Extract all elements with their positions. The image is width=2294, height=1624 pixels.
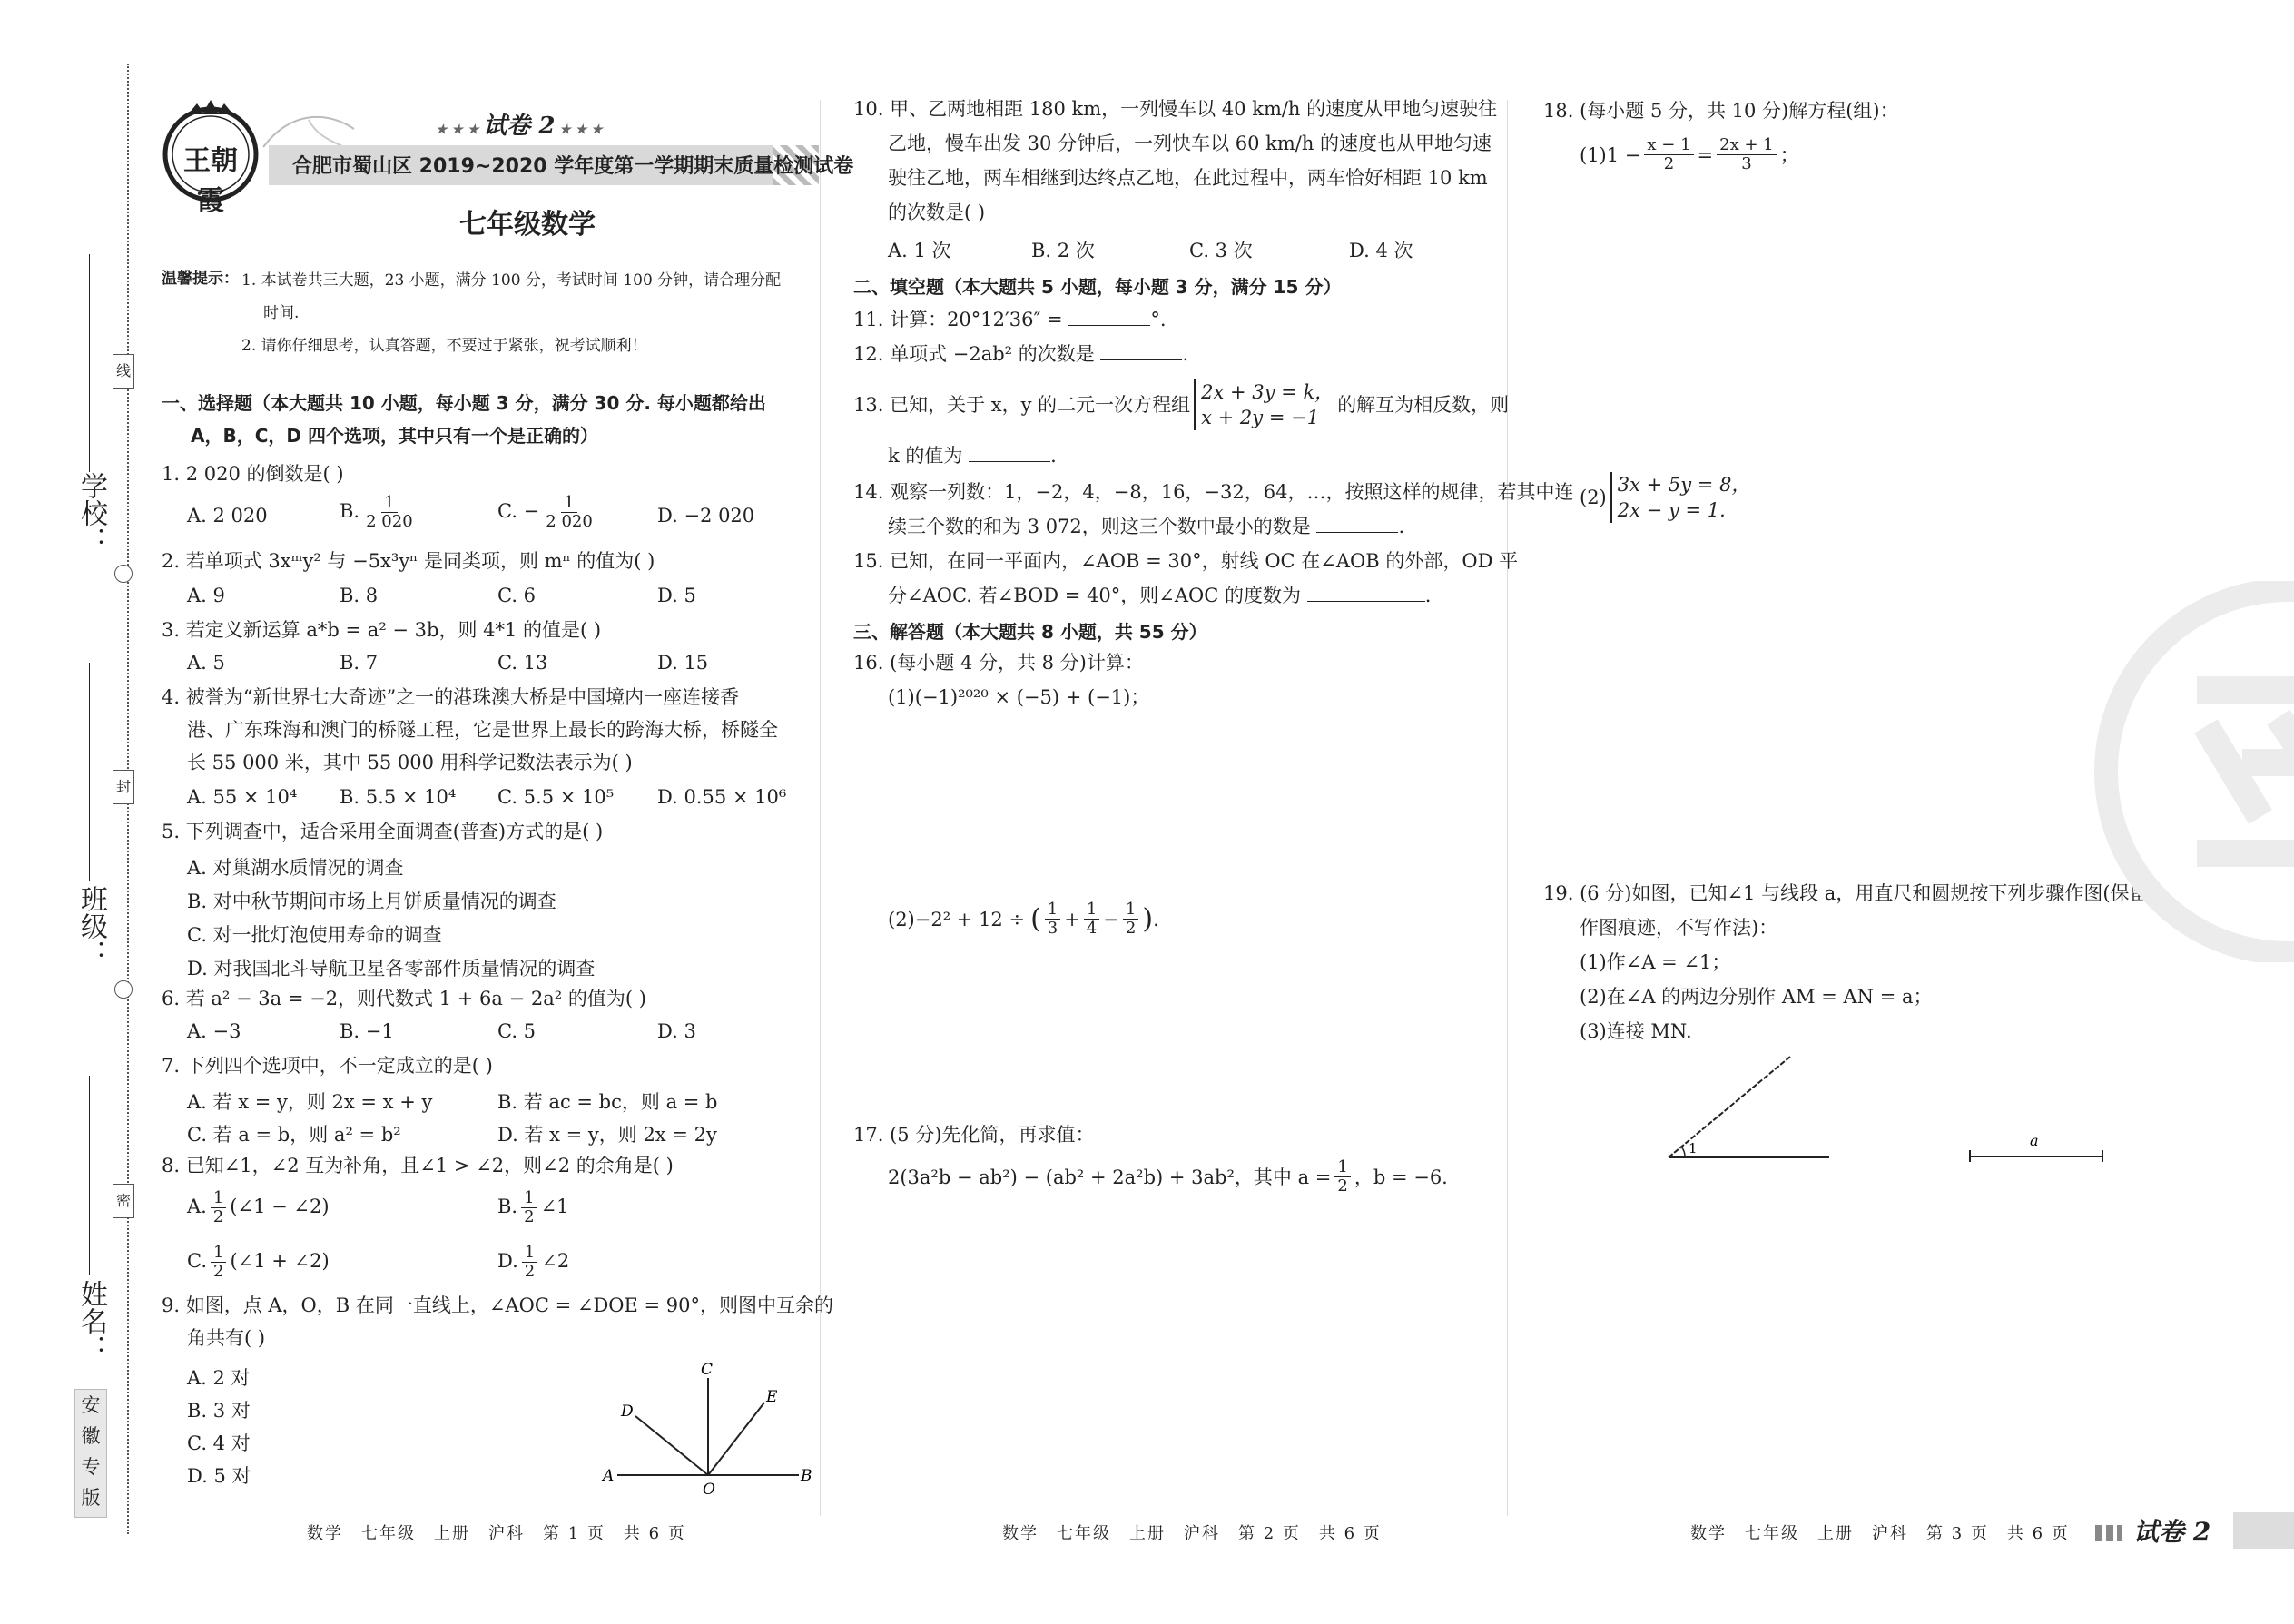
tip-2: 2. 请你仔细思考，认真答题，不要过于紧张，祝考试顺利！ bbox=[241, 337, 647, 355]
footer-page-3: 数学 七年级 上册 沪科 第 3 页 共 6 页 bbox=[1690, 1524, 2070, 1543]
q18-part-1-text: (1)1 − bbox=[1580, 143, 1641, 166]
q8-option-c-label: C. bbox=[187, 1250, 207, 1272]
question-12 bbox=[853, 338, 1188, 370]
label-b: B bbox=[801, 1467, 812, 1485]
region-tag bbox=[74, 1389, 107, 1518]
column-divider bbox=[1507, 100, 1508, 1516]
fraction-numerator: 1 bbox=[561, 494, 576, 513]
seal-xian: 线 bbox=[113, 354, 134, 389]
q7-option-b[interactable]: B. 若 ac = bc，则 a = b bbox=[497, 1091, 718, 1113]
q1-option-c[interactable] bbox=[497, 494, 599, 531]
question-13 bbox=[853, 379, 1509, 430]
equals-sign: = bbox=[1697, 143, 1714, 166]
binding-hole-icon bbox=[114, 565, 133, 583]
q4-option-a[interactable]: A. 55 × 10⁴ bbox=[187, 786, 298, 808]
fraction-denominator: 2 bbox=[213, 1262, 224, 1281]
equation-1: 2x + 3y = k， bbox=[1201, 381, 1334, 403]
fraction-numerator: 1 bbox=[521, 1189, 537, 1208]
question-15-line-2 bbox=[888, 579, 1431, 612]
q4-option-b[interactable]: B. 5.5 × 10⁴ bbox=[340, 786, 457, 808]
question-19-step-1: (1)作∠A = ∠1； bbox=[1580, 951, 1731, 973]
q4-option-c[interactable]: C. 5.5 × 10⁵ bbox=[497, 786, 615, 808]
q6-option-b[interactable]: B. −1 bbox=[340, 1020, 394, 1042]
q13-text-2: 的解互为相反数，则 bbox=[1337, 394, 1510, 416]
q7-option-c[interactable]: C. 若 a = b，则 a² = b² bbox=[187, 1124, 401, 1146]
tip-1: 1. 本试卷共三大题，23 小题，满分 100 分，考试时间 100 分钟，请合理分配 bbox=[241, 271, 782, 290]
q10-option-b[interactable]: B. 2 次 bbox=[1031, 240, 1095, 261]
question-15-line-1: 15. 已知，在同一平面内，∠AOB = 30°，射线 OC 在∠AOB 的外部，OD 平 bbox=[853, 550, 1519, 572]
q8-option-d-label: D. bbox=[497, 1250, 518, 1272]
q7-option-d[interactable]: D. 若 x = y，则 2x = 2y bbox=[497, 1124, 717, 1146]
ray-oe bbox=[708, 1403, 764, 1475]
fraction-numerator: 1 bbox=[211, 1189, 226, 1208]
q12-suffix: . bbox=[1182, 343, 1189, 365]
q6-option-c[interactable]: C. 5 bbox=[497, 1020, 537, 1042]
footer-page-1: 数学 七年级 上册 沪科 第 1 页 共 6 页 bbox=[307, 1524, 686, 1543]
question-10-line-4: 的次数是( ) bbox=[888, 202, 986, 223]
segment-label: a bbox=[2030, 1132, 2039, 1149]
q8-option-b[interactable] bbox=[497, 1189, 569, 1226]
class-label: 班级： bbox=[75, 885, 107, 967]
q13-answer-blank[interactable] bbox=[969, 445, 1050, 462]
paper-number-text: 试卷 2 bbox=[483, 113, 556, 140]
question-18-part-1 bbox=[1580, 136, 1799, 173]
question-17-stem: 17. (5 分)先化简，再求值： bbox=[853, 1124, 1095, 1146]
watermark-seal-icon bbox=[2061, 581, 2294, 962]
q8-option-b-label: B. bbox=[497, 1196, 518, 1217]
section-1-title: 一、选择题（本大题共 10 小题，每小题 3 分，满分 30 分. 每小题都给出 bbox=[162, 392, 766, 414]
q3-option-b[interactable]: B. 7 bbox=[340, 652, 379, 674]
question-18-stem: 18. (每小题 5 分，共 10 分)解方程(组)： bbox=[1543, 100, 1899, 122]
q1-option-a[interactable]: A. 2 020 bbox=[187, 505, 268, 527]
plus-sign: + bbox=[1064, 908, 1080, 930]
q5-option-d[interactable]: D. 对我国北斗导航卫星各零部件质量情况的调查 bbox=[187, 958, 596, 979]
section-2-title: 二、填空题（本大题共 5 小题，每小题 3 分，满分 15 分） bbox=[853, 276, 1342, 298]
label-e: E bbox=[766, 1388, 778, 1406]
section-3-title: 三、解答题（本大题共 8 小题，共 55 分） bbox=[853, 621, 1207, 643]
q14-answer-blank[interactable] bbox=[1316, 516, 1398, 533]
q3-option-d[interactable]: D. 15 bbox=[657, 652, 709, 674]
tips-label: 温馨提示： bbox=[162, 270, 239, 288]
question-3-stem: 3. 若定义新运算 a*b = a² − 3b，则 4*1 的值是( ) bbox=[162, 619, 602, 641]
fraction-numerator: 1 bbox=[1045, 901, 1060, 920]
angle-side-ray bbox=[1669, 1057, 1790, 1157]
region-char: 安 bbox=[81, 1394, 101, 1416]
fraction-denominator: 2 020 bbox=[366, 512, 413, 531]
q9-option-a[interactable]: A. 2 对 bbox=[187, 1367, 251, 1389]
q2-option-c[interactable]: C. 6 bbox=[497, 585, 537, 606]
fraction-numerator: 1 bbox=[1123, 901, 1138, 920]
question-14-line-2 bbox=[888, 510, 1404, 543]
q9-figure bbox=[599, 1362, 817, 1507]
question-7-stem: 7. 下列四个选项中，不一定成立的是( ) bbox=[162, 1055, 493, 1077]
q1-option-d[interactable]: D. −2 020 bbox=[657, 505, 755, 527]
q18-part-1-suffix: ； bbox=[1779, 143, 1799, 166]
fraction-denominator: 2 bbox=[1337, 1176, 1348, 1196]
q11-suffix: °. bbox=[1150, 309, 1167, 330]
question-13-line-2 bbox=[888, 439, 1057, 472]
q6-option-d[interactable]: D. 3 bbox=[657, 1020, 696, 1042]
segment-a-figure bbox=[1964, 1126, 2110, 1162]
q9-option-c[interactable]: C. 4 对 bbox=[187, 1432, 251, 1454]
name-label: 姓名： bbox=[75, 1280, 107, 1362]
q8-option-c-text: (∠1 + ∠2) bbox=[230, 1250, 330, 1272]
angle-1-figure bbox=[1661, 1053, 1843, 1162]
region-char: 版 bbox=[81, 1487, 101, 1509]
question-18-part-2 bbox=[1580, 472, 1750, 523]
paper-number: ★ ★ ★ 试卷 2 ★ ★ ★ bbox=[436, 113, 603, 140]
q2-option-a[interactable]: A. 9 bbox=[187, 585, 225, 606]
fraction-numerator: 1 bbox=[211, 1244, 226, 1263]
q1-option-b[interactable] bbox=[340, 494, 419, 531]
exam-title: 合肥市蜀山区 2019~2020 学年度第一学期期末质量检测试卷 bbox=[292, 155, 854, 178]
fraction-numerator: 1 bbox=[522, 1244, 537, 1263]
question-4-line-1: 4. 被誉为“新世界七大奇迹”之一的港珠澳大桥是中国境内一座连接香 bbox=[162, 686, 740, 708]
q17-expression-text: 2(3a²b − ab²) − (ab² + 2a²b) + 3ab²，其中 a = bbox=[888, 1166, 1332, 1188]
class-line bbox=[89, 663, 90, 881]
footer-paper-tag: 试卷 2 bbox=[2133, 1517, 2211, 1547]
question-6-stem: 6. 若 a² − 3a = −2，则代数式 1 + 6a − 2a² 的值为( ) bbox=[162, 988, 646, 1009]
equation-1: 3x + 5y = 8， bbox=[1617, 474, 1751, 496]
fraction-denominator: 2 bbox=[1663, 154, 1675, 173]
fraction-numerator: 1 bbox=[1084, 901, 1099, 920]
equation-system bbox=[1610, 472, 1751, 523]
binding-hole-icon bbox=[114, 980, 133, 999]
seal-mi: 密 bbox=[113, 1184, 134, 1218]
q4-option-d[interactable]: D. 0.55 × 10⁶ bbox=[657, 786, 787, 808]
q10-option-d[interactable]: D. 4 次 bbox=[1349, 240, 1413, 261]
q1-option-c-label: C. − bbox=[497, 500, 540, 522]
fraction-denominator: 2 020 bbox=[546, 512, 593, 531]
question-5-stem: 5. 下列调查中，适合采用全面调查(普查)方式的是( ) bbox=[162, 821, 604, 842]
q8-option-d-text: ∠2 bbox=[541, 1250, 570, 1272]
question-14-line-1: 14. 观察一列数：1，−2，4，−8，16，−32，64，…，按照这样的规律，若其中连 bbox=[853, 481, 1574, 503]
footer-page-2: 数学 七年级 上册 沪科 第 2 页 共 6 页 bbox=[1002, 1524, 1382, 1543]
q5-option-b[interactable]: B. 对中秋节期间市场上月饼质量情况的调查 bbox=[187, 891, 556, 912]
question-10-line-3: 驶往乙地，两车相继到达终点乙地，在此过程中，两车恰好相距 10 km bbox=[888, 167, 1488, 189]
ray-od bbox=[635, 1416, 708, 1475]
q5-option-c[interactable]: C. 对一批灯泡使用寿命的调查 bbox=[187, 924, 442, 946]
q2-option-d[interactable]: D. 5 bbox=[657, 585, 696, 606]
q8-option-a-label: A. bbox=[187, 1196, 207, 1217]
logo-text: 王朝霞 bbox=[183, 145, 238, 217]
logo-badge bbox=[156, 98, 265, 217]
minus-sign: − bbox=[1103, 908, 1119, 930]
q14-text: 续三个数的和为 3 072，则这三个数中最小的数是 bbox=[888, 516, 1311, 537]
q6-option-a[interactable]: A. −3 bbox=[187, 1020, 241, 1042]
question-16-stem: 16. (每小题 4 分，共 8 分)计算： bbox=[853, 652, 1144, 674]
q7-option-a[interactable]: A. 若 x = y，则 2x = x + y bbox=[187, 1091, 433, 1113]
q17-expression-suffix: ，b = −6. bbox=[1354, 1166, 1448, 1188]
q5-option-a[interactable]: A. 对巢湖水质情况的调查 bbox=[187, 857, 404, 879]
fraction-numerator: 1 bbox=[1334, 1158, 1350, 1177]
q18-part-2-label: (2) bbox=[1580, 487, 1607, 508]
q8-option-a[interactable] bbox=[187, 1189, 330, 1226]
equation-2: x + 2y = −1 bbox=[1201, 407, 1320, 428]
q11-text: 11. 计算：20°12′36″ = bbox=[853, 309, 1063, 330]
fraction-denominator: 2 bbox=[212, 1207, 224, 1226]
subject-title: 七年级数学 bbox=[459, 209, 596, 241]
question-19-step-3: (3)连接 MN. bbox=[1580, 1020, 1692, 1042]
region-char: 徽 bbox=[81, 1425, 101, 1447]
q3-option-c[interactable]: C. 13 bbox=[497, 652, 548, 674]
fraction-denominator: 4 bbox=[1086, 919, 1098, 938]
q10-option-a[interactable]: A. 1 次 bbox=[888, 240, 951, 261]
question-11 bbox=[853, 303, 1167, 336]
q2-option-b[interactable]: B. 8 bbox=[340, 585, 379, 606]
q12-text: 12. 单项式 −2ab² 的次数是 bbox=[853, 343, 1095, 365]
q13-text: 13. 已知，关于 x，y 的二元一次方程组 bbox=[853, 394, 1191, 416]
question-9-line-1: 9. 如图，点 A，O，B 在同一直线上，∠AOC = ∠DOE = 90°，则图中互余的 bbox=[162, 1294, 834, 1316]
name-line bbox=[89, 1076, 90, 1275]
q12-answer-blank[interactable] bbox=[1100, 343, 1182, 360]
q15-text: 分∠AOC. 若∠BOD = 40°，则∠AOC 的度数为 bbox=[888, 585, 1302, 606]
equation-system bbox=[1194, 379, 1334, 430]
q8-option-d[interactable] bbox=[497, 1244, 569, 1281]
q15-answer-blank[interactable] bbox=[1307, 585, 1425, 602]
q9-option-d[interactable]: D. 5 对 bbox=[187, 1465, 251, 1487]
q10-option-c[interactable]: C. 3 次 bbox=[1189, 240, 1253, 261]
angle-arc bbox=[1681, 1147, 1685, 1157]
footer-band bbox=[2233, 1512, 2294, 1549]
q14-suffix: . bbox=[1398, 516, 1405, 537]
seal-feng: 封 bbox=[113, 770, 134, 804]
question-17-expression bbox=[888, 1158, 1448, 1196]
question-10-line-2: 乙地，慢车出发 30 分钟后，一列快车以 60 km/h 的速度也从甲地匀速 bbox=[888, 133, 1492, 154]
fraction-numerator: x − 1 bbox=[1644, 136, 1693, 155]
question-19-step-2: (2)在∠A 的两边分别作 AM = AN = a； bbox=[1580, 986, 1933, 1008]
angle-label: 1 bbox=[1689, 1140, 1698, 1156]
fraction-denominator: 3 bbox=[1741, 154, 1752, 173]
q13-text-3: k 的值为 bbox=[888, 445, 963, 467]
region-char: 专 bbox=[81, 1456, 101, 1478]
question-9-line-2: 角共有( ) bbox=[187, 1327, 266, 1349]
footer-pattern bbox=[2095, 1525, 2122, 1541]
fraction-denominator: 2 bbox=[524, 1207, 535, 1226]
fraction-numerator: 2x + 1 bbox=[1717, 136, 1777, 155]
q13-suffix: . bbox=[1050, 445, 1057, 467]
tip-1b: 时间. bbox=[263, 304, 300, 322]
equation-2: 2x − y = 1. bbox=[1617, 499, 1726, 521]
q16-part-2-suffix: . bbox=[1153, 908, 1159, 930]
label-c: C bbox=[701, 1362, 714, 1379]
fraction-numerator: 1 bbox=[381, 494, 397, 513]
q8-option-b-text: ∠1 bbox=[540, 1196, 569, 1217]
question-1-stem: 1. 2 020 的倒数是( ) bbox=[162, 463, 344, 485]
fraction-denominator: 2 bbox=[524, 1262, 536, 1281]
question-4-line-3: 长 55 000 米，其中 55 000 用科学记数法表示为( ) bbox=[187, 752, 633, 773]
label-a: A bbox=[603, 1467, 615, 1485]
question-4-line-2: 港、广东珠海和澳门的桥隧工程，它是世界上最长的跨海大桥，桥隧全 bbox=[187, 719, 778, 741]
q9-option-b[interactable]: B. 3 对 bbox=[187, 1400, 251, 1422]
question-16-part-2: (2)−2² + 12 ÷ ( $\frac{1}{3}$ + $\frac{1}{4}$ − $\frac{1}{2}$ ) . bbox=[888, 900, 1159, 938]
q8-option-c[interactable] bbox=[187, 1244, 330, 1281]
question-10-line-1: 10. 甲、乙两地相距 180 km，一列慢车以 40 km/h 的速度从甲地匀速驶往 bbox=[853, 98, 1498, 120]
school-label: 学校： bbox=[75, 472, 107, 554]
q1-option-b-label: B. bbox=[340, 500, 360, 522]
school-line bbox=[89, 254, 90, 472]
fraction-denominator: 3 bbox=[1047, 919, 1058, 938]
q8-option-a-text: (∠1 − ∠2) bbox=[230, 1196, 330, 1217]
label-o: O bbox=[703, 1481, 715, 1499]
question-19-line-2: 作图痕迹，不写作法)： bbox=[1580, 917, 1778, 939]
q16-part-2-text: (2)−2² + 12 ÷ bbox=[888, 908, 1026, 930]
q11-answer-blank[interactable] bbox=[1068, 309, 1150, 326]
section-1-title-2: A，B，C，D 四个选项，其中只有一个是正确的） bbox=[191, 425, 598, 447]
q15-suffix: . bbox=[1424, 585, 1432, 606]
label-d: D bbox=[621, 1403, 634, 1421]
question-19-line-1: 19. (6 分)如图，已知∠1 与线段 a，用直尺和圆规按下列步骤作图(保留 bbox=[1543, 882, 2149, 904]
q3-option-a[interactable]: A. 5 bbox=[187, 652, 225, 674]
question-16-part-1: (1)(−1)²⁰²⁰ × (−5) + (−1)； bbox=[888, 686, 1150, 708]
fraction-denominator: 2 bbox=[1125, 919, 1137, 938]
question-2-stem: 2. 若单项式 3xᵐy² 与 −5x³yⁿ 是同类项，则 mⁿ 的值为( ) bbox=[162, 550, 655, 572]
question-8-stem: 8. 已知∠1，∠2 互为补角，且∠1 > ∠2，则∠2 的余角是( ) bbox=[162, 1155, 674, 1176]
